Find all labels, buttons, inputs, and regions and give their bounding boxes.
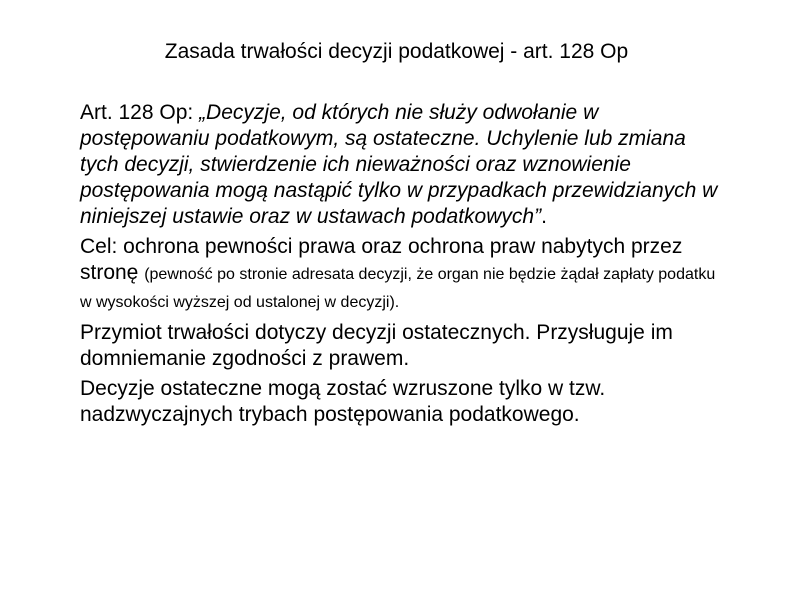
slide-title: Zasada trwałości decyzji podatkowej - art. 128 Op [164,40,629,63]
article-quote: „Decyzje, od których nie służy odwołanie w postępowaniu podatkowym, są ostateczne. Uchylenie lub zmiana tych decyzji, stwierdzenie ich nieważności oraz wznowienie postępowania mogą nastąpić tylko w przypadkach przewidzianych w niniejszej ustawie oraz w ustawach podatkowych” [80,101,718,228]
purpose-note: (pewność po stronie adresata decyzji, że organ nie będzie żądał zapłaty podatku w wysokości wyższej od ustalonej w decyzji). [80,266,716,311]
paragraph-finality: Przymiot trwałości dotyczy decyzji ostatecznych. Przysługuje im domniemanie zgodności z prawem. [80,321,673,370]
paragraph-article-quote [80,100,720,230]
article-quote-end: . [541,205,547,228]
article-reference: Art. 128 Op: [80,101,200,124]
paragraph-extraordinary-modes: Decyzje ostateczne mogą zostać wzruszone tylko w tzw. nadzwyczajnych trybach postępowania podatkowego. [80,377,606,426]
paragraph-purpose [80,234,720,316]
slide-body [80,100,720,432]
purpose-text: Cel: ochrona pewności prawa oraz ochrona praw nabytych przez stronę [80,235,683,284]
